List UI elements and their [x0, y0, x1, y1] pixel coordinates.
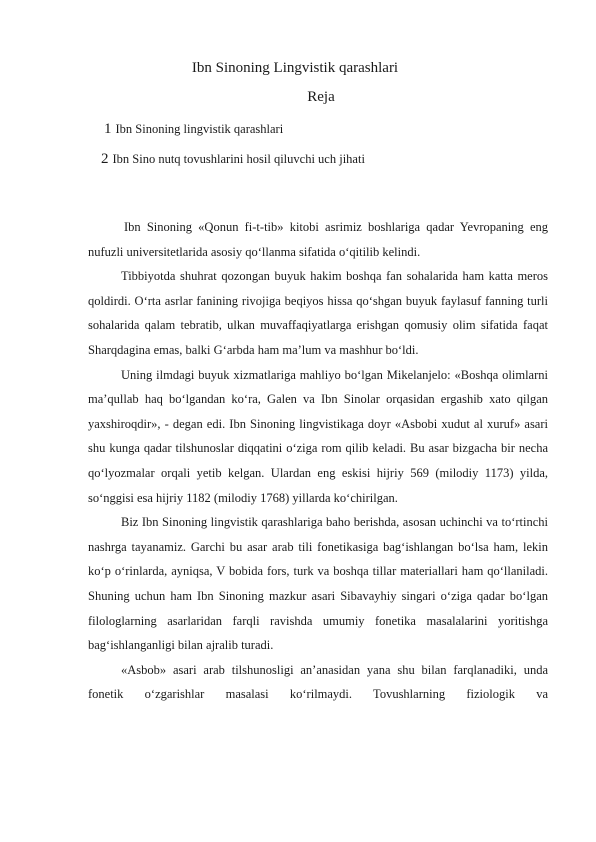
document-body	[88, 215, 548, 707]
outline-item	[104, 121, 283, 138]
body-paragraph: Biz Ibn Sinoning lingvistik qarashlariga baho berishda, asosan uchinchi va to‘rtinchi nashrga tayanamiz. Garchi bu asar arab tili fonetikasiga bag‘ishlangan bo‘lsa ham, lekin ko‘p o‘rinlarda, ayniqsa, V bobida fors, turk va boshqa tillar materiallari ham qo‘llaniladi. Shuning uchun ham Ibn Sinoning mazkur asari Sibavayhiy singari o‘ziga qadar bo‘lgan filologlarning asarlaridan farqli ravishda umumiy fonetika masalalarini yoritishga bag‘ishlanganligi bilan ajralib turadi.	[88, 515, 548, 653]
document-title: Ibn Sinoning Lingvistik qarashlari	[191, 60, 399, 76]
outline-item	[101, 151, 365, 168]
body-paragraph: Ibn Sinoning «Qonun fi-t-tib» kitobi asrimiz boshlariga qadar Yevropaning eng nufuzli universitetlarida asosiy qo‘llanma sifatida o‘qitilib kelindi.	[88, 220, 548, 259]
outline-item-number: 1	[104, 121, 112, 137]
body-paragraph: Tibbiyotda shuhrat qozongan buyuk hakim boshqa fan sohalarida ham katta meros qoldirdi. O‘rta asrlar fanining rivojiga beqiyos hissa qo‘shgan buyuk faylasuf fanning turli sohalarida qalam tebratib, ulkan muvaffaqiyatlarga erishgan qomusiy olim sifatida faqat Sharqdagina emas, balki G‘arbda ham ma’lum va mashhur bo‘ldi.	[88, 269, 548, 357]
outline-item-number: 2	[101, 151, 109, 167]
document-subtitle: Reja	[307, 89, 335, 105]
body-paragraph: «Asbob» asari arab tilshunosligi an’anasidan yana shu bilan farqlanadiki, unda fonetik o‘zgarishlar masalasi ko‘rilmaydi. Tovushlarning fiziologik va	[88, 662, 548, 702]
body-paragraph: Uning ilmdagi buyuk xizmatlariga mahliyo bo‘lgan Mikelanjelo: «Boshqa olimlarni ma’qullab haq bo‘lgandan ko‘ra, Galen va Ibn Sinolar orqasidan ergashib xato qilgan yaxshiroqdir», - degan edi. Ibn Sinoning lingvistikaga doyr «Asbobi xudut al xuruf» asari shu kunga qadar tilshunoslar diqqatini o‘ziga rom qilib keladi. Bu asar bizgacha bir necha qo‘lyozmalar orqali yetib kelgan. Ulardan eng eskisi hijriy 569 (milodiy 1173) yilda, so‘nggisi esa hijriy 1182 (milodiy 1768) yillarda ko‘chirilgan.	[88, 367, 548, 505]
outline-item-text: Ibn Sino nutq tovushlarini hosil qiluvchi uch jihati	[112, 152, 365, 166]
outline-item-text: Ibn Sinoning lingvistik qarashlari	[115, 122, 284, 136]
